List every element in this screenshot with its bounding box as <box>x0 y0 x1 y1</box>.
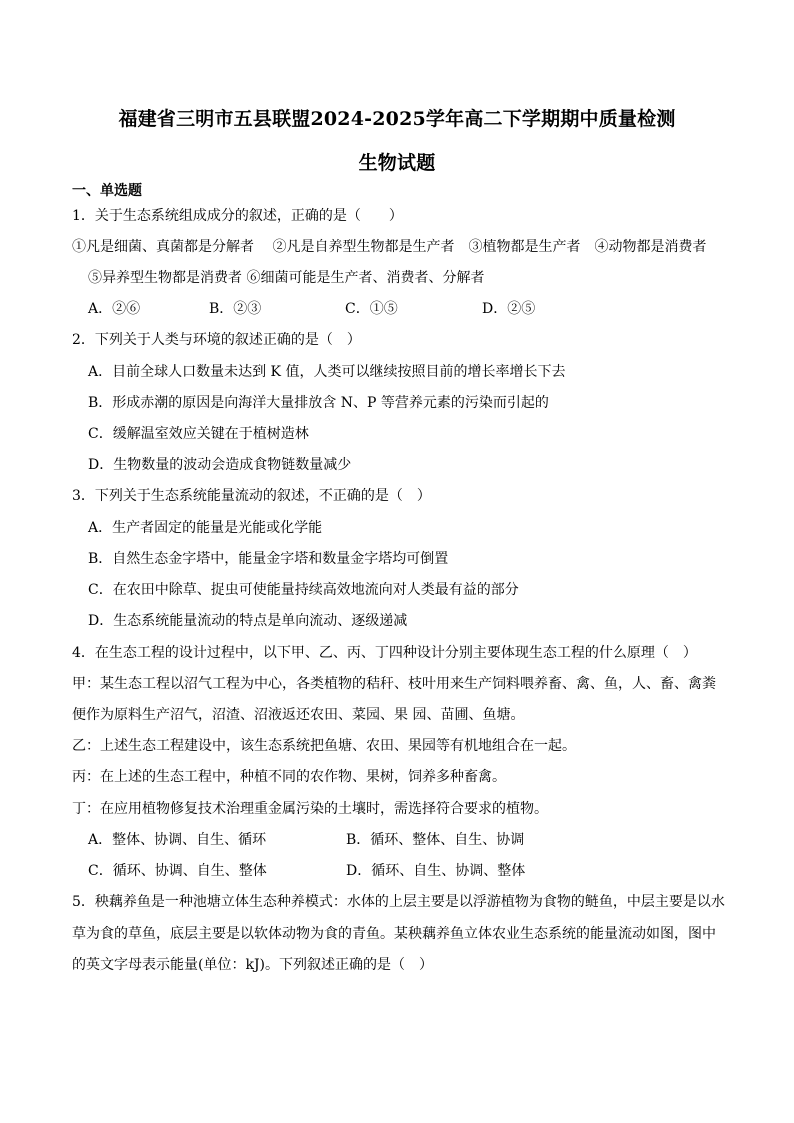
q4-jia-line-1: 甲：某生态工程以沼气工程为中心，各类植物的秸秆、枝叶用来生产饲料喂养畜、禽、鱼，人、畜、禽粪 <box>72 676 716 692</box>
q4-ding: 丁：在应用植物修复技术治理重金属污染的土壤时，需选择符合要求的植物。 <box>72 801 548 817</box>
q3-option-d: D．生态系统能量流动的特点是单向流动、逐级递减 <box>88 613 408 629</box>
q1-stem: 1．关于生态系统组成成分的叙述，正确的是（ ） <box>72 208 403 224</box>
q5-stem-line-1: 5．秧藕养鱼是一种池塘立体生态种养模式：水体的上层主要是以浮游植物为食物的鲢鱼，中层主要是以水 <box>72 894 725 910</box>
q4-options-row-1 <box>88 831 748 849</box>
q2-option-d: D．生物数量的波动会造成食物链数量减少 <box>88 457 352 473</box>
q1-statements-2: ⑤异养型生物都是消费者 ⑥细菌可能是生产者、消费者、分解者 <box>88 270 485 286</box>
section-heading: 一、单选题 <box>72 183 142 199</box>
q1-option-b: B．②③ <box>209 301 262 317</box>
q1-option-a: A．②⑥ <box>88 301 141 317</box>
q5-stem-line-3: 的英文字母表示能量(单位：kJ)。下列叙述正确的是（ ） <box>72 957 434 973</box>
q2-stem: 2．下列关于人类与环境的叙述正确的是（ ） <box>72 332 361 348</box>
q1-option-d: D．②⑤ <box>482 301 536 317</box>
q3-stem: 3．下列关于生态系统能量流动的叙述，不正确的是（ ） <box>72 488 431 504</box>
q4-yi: 乙：上述生态工程建设中，该生态系统把鱼塘、农田、果园等有机地组合在一起。 <box>72 738 576 754</box>
q5-stem-line-2: 草为食的草鱼，底层主要是以软体动物为食的青鱼。某秧藕养鱼立体农业生态系统的能量流动如图，图中 <box>72 926 716 942</box>
q4-stem: 4．在生态工程的设计过程中，以下甲、乙、丙、丁四种设计分别主要体现生态工程的什么原理（ ） <box>72 645 697 661</box>
q4-bing: 丙：在上述的生态工程中，种植不同的农作物、果树，饲养多种畜禽。 <box>72 769 506 785</box>
q2-option-a: A．目前全球人口数量未达到 K 值，人类可以继续按照目前的增长率增长下去 <box>88 364 566 380</box>
q3-option-b: B．自然生态金字塔中，能量金字塔和数量金字塔均可倒置 <box>88 551 449 567</box>
q4-option-d: D．循环、自生、协调、整体 <box>346 863 526 879</box>
q1-statements-1: ①凡是细菌、真菌都是分解者 ②凡是自养型生物都是生产者 ③植物都是生产者 ④动物都是消费者 <box>72 239 707 255</box>
q3-option-a: A．生产者固定的能量是光能或化学能 <box>88 520 323 536</box>
q2-option-c: C．缓解温室效应关键在于植树造林 <box>88 426 309 442</box>
q4-option-a: A．整体、协调、自生、循环 <box>88 832 267 848</box>
q4-jia-line-2: 便作为原料生产沼气，沼渣、沼液返还农田、菜园、果 园、苗圃、鱼塘。 <box>72 707 525 723</box>
document-title: 福建省三明市五县联盟2024-2025学年高二下学期期中质量检测 <box>118 108 676 130</box>
q1-option-c: C．①⑤ <box>345 301 398 317</box>
q1-options <box>88 300 748 318</box>
q3-option-c: C．在农田中除草、捉虫可使能量持续高效地流向对人类最有益的部分 <box>88 582 519 598</box>
q4-option-c: C．循环、协调、自生、整体 <box>88 863 267 879</box>
document-subtitle: 生物试题 <box>358 152 436 174</box>
q4-options-row-2 <box>88 862 748 880</box>
q4-option-b: B．循环、整体、自生、协调 <box>346 832 525 848</box>
q2-option-b: B．形成赤潮的原因是向海洋大量排放含 N、P 等营养元素的污染而引起的 <box>88 395 549 411</box>
